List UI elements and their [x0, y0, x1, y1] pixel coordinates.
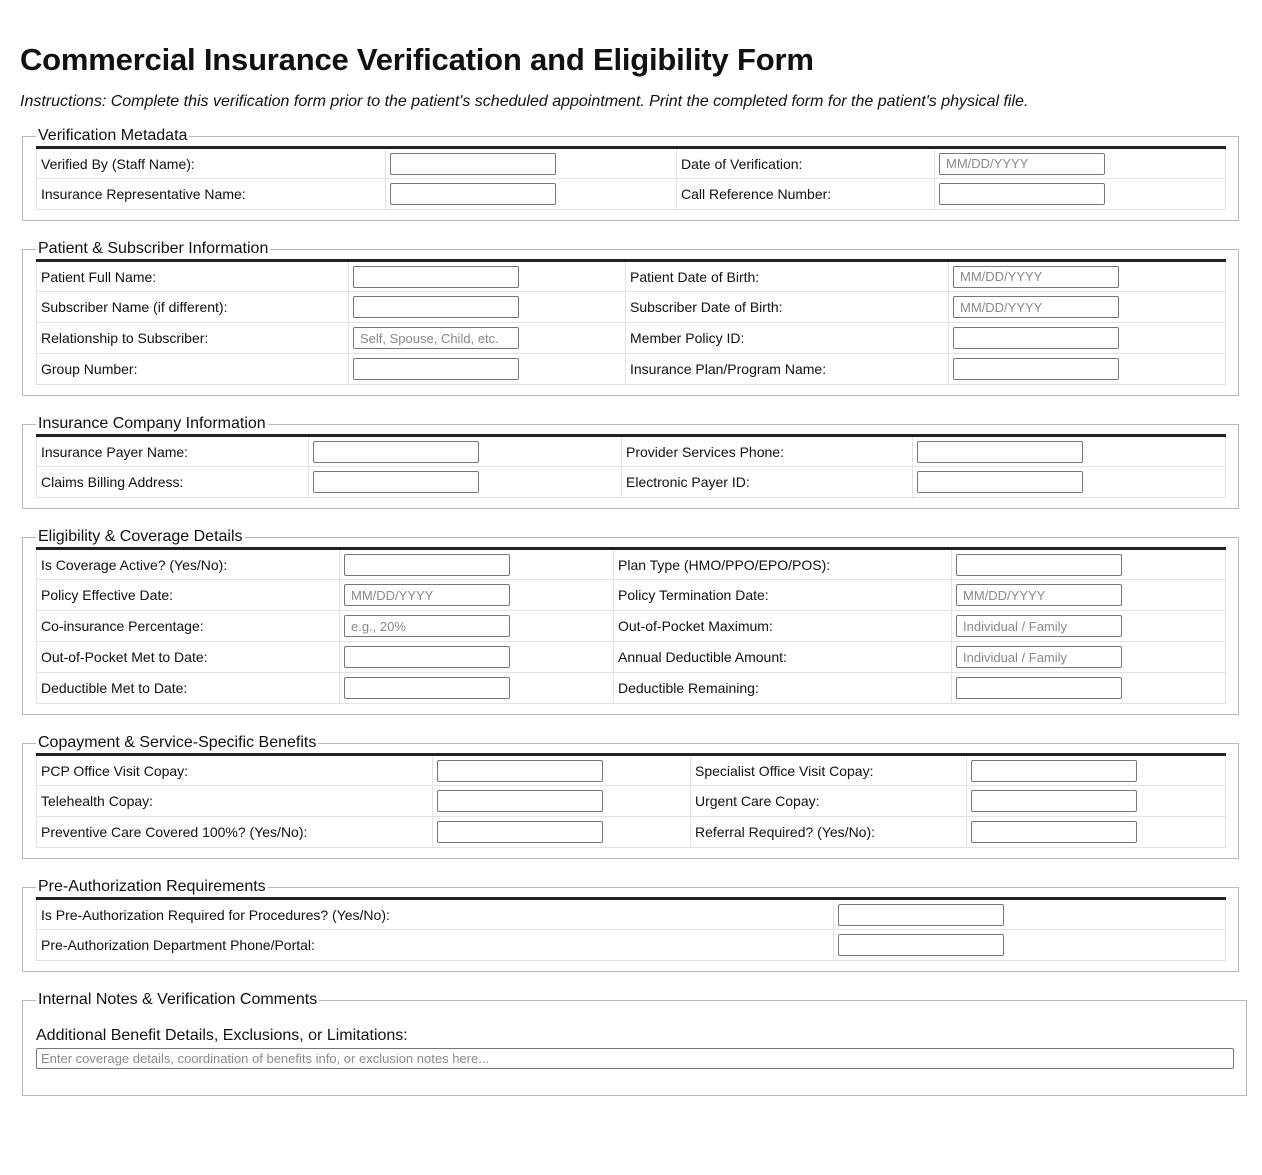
verified-by-input[interactable] — [390, 153, 556, 175]
section-patient-subscriber — [22, 239, 1239, 396]
field-label: Specialist Office Visit Copay: — [691, 755, 967, 786]
field-label: Member Policy ID: — [626, 323, 949, 354]
field-label: Pre-Authorization Department Phone/Portal: — [37, 930, 834, 961]
table-row — [37, 467, 1226, 498]
preventive-care-input[interactable] — [437, 821, 603, 843]
plan-name-input[interactable] — [953, 358, 1119, 380]
field-label: Plan Type (HMO/PPO/EPO/POS): — [614, 549, 952, 580]
payer-id-input[interactable] — [917, 471, 1083, 493]
subscriber-name-input[interactable] — [353, 296, 519, 318]
section-legend: Internal Notes & Verification Comments — [38, 991, 318, 1008]
section-internal-notes — [22, 990, 1247, 1096]
relationship-input[interactable] — [353, 327, 519, 349]
representative-name-input[interactable] — [390, 183, 556, 205]
coverage-active-input[interactable] — [344, 554, 510, 576]
field-label: Telehealth Copay: — [37, 786, 433, 817]
field-label: Group Number: — [37, 354, 349, 385]
field-label: Policy Termination Date: — [614, 580, 952, 611]
field-label: Preventive Care Covered 100%? (Yes/No): — [37, 817, 433, 848]
field-label: Verified By (Staff Name): — [37, 148, 386, 179]
section-legend: Insurance Company Information — [38, 415, 266, 432]
table-row — [37, 261, 1226, 292]
table-row — [37, 580, 1226, 611]
section-verification-metadata — [22, 126, 1239, 221]
policy-termination-date-input[interactable] — [956, 584, 1122, 606]
field-label: Is Coverage Active? (Yes/No): — [37, 549, 340, 580]
group-number-input[interactable] — [353, 358, 519, 380]
section-pre-authorization — [22, 877, 1239, 972]
table-row — [37, 817, 1226, 848]
table-row — [37, 611, 1226, 642]
referral-required-input[interactable] — [971, 821, 1137, 843]
section-insurance-company — [22, 414, 1239, 509]
table-row — [37, 673, 1226, 704]
pre-auth-phone-input[interactable] — [838, 934, 1004, 956]
field-label: Deductible Remaining: — [614, 673, 952, 704]
field-label: Annual Deductible Amount: — [614, 642, 952, 673]
claims-address-input[interactable] — [313, 471, 479, 493]
policy-effective-date-input[interactable] — [344, 584, 510, 606]
section-legend: Pre-Authorization Requirements — [38, 878, 266, 895]
field-label: Co-insurance Percentage: — [37, 611, 340, 642]
verification-date-input[interactable] — [939, 153, 1105, 175]
patient-subscriber-table — [36, 259, 1226, 385]
field-label: Insurance Representative Name: — [37, 179, 386, 210]
deductible-remaining-input[interactable] — [956, 677, 1122, 699]
field-label: Deductible Met to Date: — [37, 673, 340, 704]
table-row — [37, 436, 1226, 467]
field-label: PCP Office Visit Copay: — [37, 755, 433, 786]
section-legend: Copayment & Service-Specific Benefits — [38, 734, 317, 751]
field-label: Claims Billing Address: — [37, 467, 309, 498]
field-label: Out-of-Pocket Met to Date: — [37, 642, 340, 673]
specialist-copay-input[interactable] — [971, 760, 1137, 782]
page-title: Commercial Insurance Verification and Eligibility Form — [20, 42, 814, 77]
table-row — [37, 899, 1226, 930]
instructions-text: Instructions: Complete this verification form prior to the patient's scheduled appointment. Print the completed form for the patient's physical file. — [20, 93, 1029, 110]
notes-label: Additional Benefit Details, Exclusions, or Limitations: — [36, 1027, 408, 1044]
deductible-met-input[interactable] — [344, 677, 510, 699]
field-label: Patient Full Name: — [37, 261, 349, 292]
provider-phone-input[interactable] — [917, 441, 1083, 463]
telehealth-copay-input[interactable] — [437, 790, 603, 812]
field-label: Subscriber Date of Birth: — [626, 292, 949, 323]
table-row — [37, 323, 1226, 354]
patient-name-input[interactable] — [353, 266, 519, 288]
oop-met-input[interactable] — [344, 646, 510, 668]
pcp-copay-input[interactable] — [437, 760, 603, 782]
section-legend: Eligibility & Coverage Details — [38, 528, 243, 545]
additional-benefits-input[interactable] — [36, 1048, 1234, 1069]
pre-auth-required-input[interactable] — [838, 904, 1004, 926]
table-row — [37, 292, 1226, 323]
field-label: Policy Effective Date: — [37, 580, 340, 611]
table-row — [37, 354, 1226, 385]
member-policy-id-input[interactable] — [953, 327, 1119, 349]
table-row — [37, 930, 1226, 961]
field-label: Referral Required? (Yes/No): — [691, 817, 967, 848]
field-label: Is Pre-Authorization Required for Procedures? (Yes/No): — [37, 899, 834, 930]
section-legend: Verification Metadata — [38, 127, 188, 144]
pre-authorization-table — [36, 897, 1226, 961]
copayment-table — [36, 753, 1226, 848]
table-row — [37, 755, 1226, 786]
table-row — [37, 786, 1226, 817]
field-label: Insurance Payer Name: — [37, 436, 309, 467]
table-row — [37, 642, 1226, 673]
field-label: Urgent Care Copay: — [691, 786, 967, 817]
urgent-care-copay-input[interactable] — [971, 790, 1137, 812]
insurance-company-table — [36, 434, 1226, 498]
field-label: Call Reference Number: — [677, 179, 935, 210]
field-label: Electronic Payer ID: — [622, 467, 913, 498]
field-label: Insurance Plan/Program Name: — [626, 354, 949, 385]
subscriber-dob-input[interactable] — [953, 296, 1119, 318]
field-label: Out-of-Pocket Maximum: — [614, 611, 952, 642]
table-row — [37, 148, 1226, 179]
section-eligibility-coverage — [22, 527, 1239, 715]
verification-metadata-table — [36, 146, 1226, 210]
field-label: Patient Date of Birth: — [626, 261, 949, 292]
payer-name-input[interactable] — [313, 441, 479, 463]
annual-deductible-input[interactable] — [956, 646, 1122, 668]
field-label: Provider Services Phone: — [622, 436, 913, 467]
coinsurance-input[interactable] — [344, 615, 510, 637]
eligibility-coverage-table — [36, 547, 1226, 704]
plan-type-input[interactable] — [956, 554, 1122, 576]
patient-dob-input[interactable] — [953, 266, 1119, 288]
table-row — [37, 179, 1226, 210]
table-row — [37, 549, 1226, 580]
section-copayment-benefits — [22, 733, 1239, 859]
section-legend: Patient & Subscriber Information — [38, 240, 269, 257]
oop-max-input[interactable] — [956, 615, 1122, 637]
field-label: Subscriber Name (if different): — [37, 292, 349, 323]
field-label: Relationship to Subscriber: — [37, 323, 349, 354]
field-label: Date of Verification: — [677, 148, 935, 179]
call-reference-input[interactable] — [939, 183, 1105, 205]
